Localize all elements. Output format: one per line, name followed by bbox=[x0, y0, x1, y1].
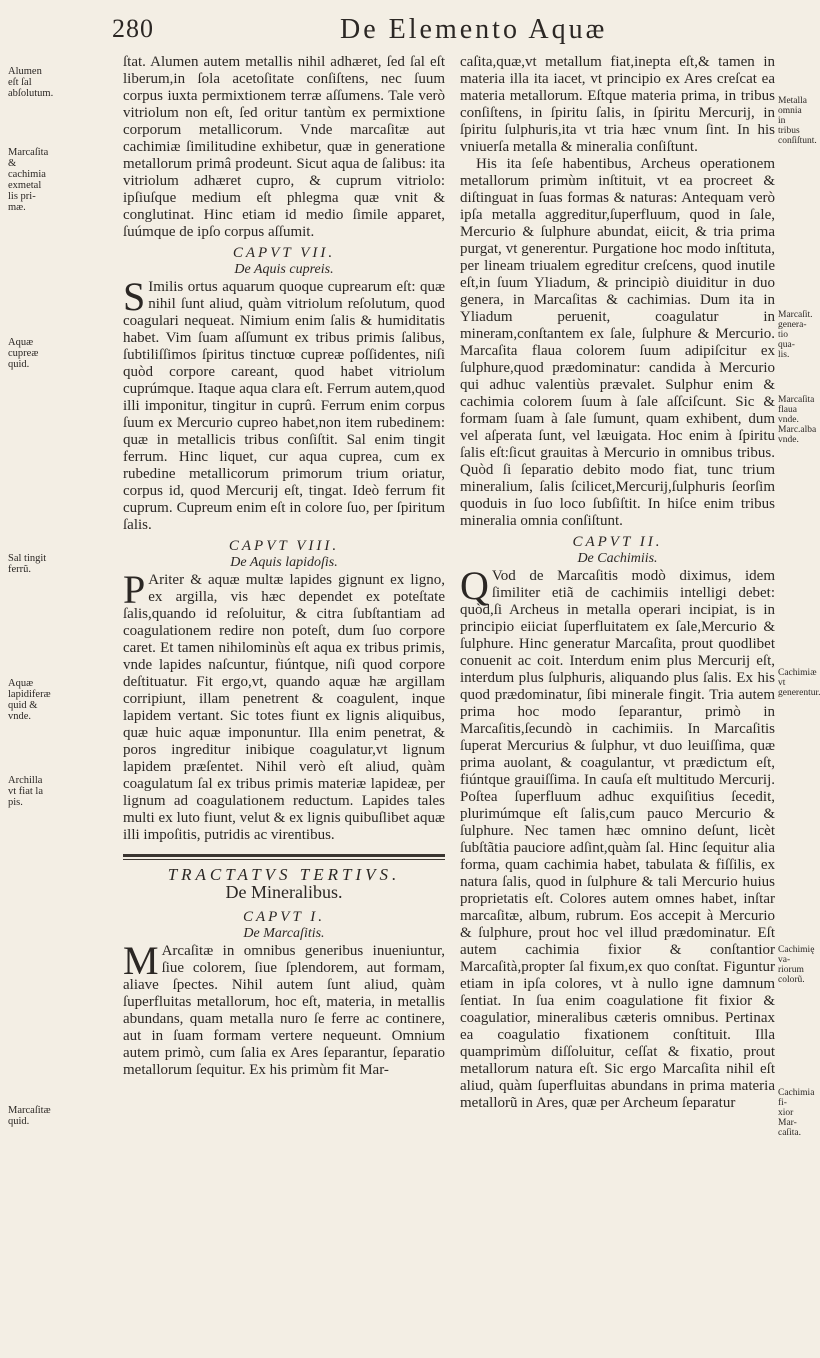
chapter-viii-body: Ariter & aquæ multæ lapides gignunt ex ligno, ex argilla, vis hæc dependet ex poteſtate ſalis,quando id reſoluitur, & citra ſubſtantiam ad coagulationem redire non poteſt, dum ſuo corpore caret. Et tamen nihilominùs eſt aqua ex tribus primis, vnde lapides naſcuntur, fiúntque, niſi quod corpore deſtituatur. Fit ergo,vt, quando aquæ hæ argillam corripiunt, illam penetrent & coagulent, inque lapidem vertant. Sic totes fiunt ex lignis aliquibus, quæ huic aquæ imponuntur. Illa enim penetrat, & poros ingreditur inibique coagulatur,vt lignum lapidem præſentet. Nihil verò eſt aliud, quàm coagulatum ſal ex tribus primis materiæ lapideæ, per lignum ad coagulationem reductum. Lapides tales multi ex luto fiunt, velut & ex lignis quibuſlibet aquæ illi impoſitis, putridis ac virentibus. bbox=[123, 572, 445, 843]
margin-note-cachimia-fixior: Cachimia fi-xior Mar-caſita. bbox=[778, 1088, 815, 1138]
drop-cap-s: S bbox=[123, 274, 146, 319]
page-header bbox=[0, 6, 800, 52]
page-number: 280 bbox=[112, 14, 154, 43]
chapter-ii-body: Vod de Marcaſitis modò diximus, idem ſimiliter etiã de cachimiis intelligi debet: quòd,ſi Archeus in metalla operari incipiat, is in principio eiiciat ſuperfluitatem ex ſale,Mercurio & ſulphure. Hinc generatur Marcaſita, prout quodlibet conuenit ac coit. Interdum enim plus Mercurij eſt, interdum plus ſulphuris, aliquando plus ſalis. Ex his quod prædominatur, ſibi minerale fingit. Tria autem prima hoc modo ſeparantur, primò in Marcaſitis,ſecundò in cachimiis. In Marcaſitis ſuperat Mercurius & ſulphur, vt duo leuiſſima, quæ prima auolant, & coagulantur, vt prædictum eſt, fiúntque grauiſſima. In cauſa eſt multitudo Mercurij. Poſtea ſuperfluum adhuc exquiſitius ſecedit, plurimúmque eſt ſalis,cum pauco Mercurio & ſulphure. Nec tamen hæc omnino deſunt, licèt ſubſtãtia pauciore adſint,quàm ſal. Hinc ſequitur alia forma, quam cachimia habet, tabulata & fiſſilis, ex natura ſalis, quod in ſulphure & tali Mercurio huius proprietatis eſt. Colores autem omnes habet, inſtar marcaſitæ, album, rubrum. Eos accepit à Mercurio & ſulphure, prout hoc vel illud prædominatur. Eſt autem cachimia fixior & conſtantior Marcaſità,propter ſal fixum,ex quo conſtat. Figuntur etiam in ipſa colores, vt à nullo igne damnum ſentiat. In ſua enim coagulatione fit fixior & coagulatior, mineralibus cæteris omnibus. Pertinax ea coagulatio fixationem conſtituit. Illa quamprimùm diſſoluitur, ceſſat & fixatio, prout metallorum natura eſt. Sic ergo Marcaſita nihil eſt aliud, quàm ſuperfluitas abundans in prima materia metallorũ in Ares, quæ per Archeum ſeparatur bbox=[460, 568, 775, 1111]
margin-note-alumen: Alumen eſt ſal abſolutum. bbox=[8, 66, 54, 99]
chapter-viii-text bbox=[123, 567, 445, 844]
chapter-title-aquis-cupreis: De Aquis cupreis. bbox=[234, 262, 334, 277]
drop-cap-m: M bbox=[123, 938, 159, 983]
chapter-heading-viii: CAPVT VIII. bbox=[228, 538, 340, 554]
chapter-ii-text bbox=[460, 563, 775, 1112]
right-paragraph-archeus: His ita ſeſe habentibus, Archeus operationem metallorum primùm inſtituit, vt ea procreet & diſtinguat in ſuas formas & naturas: Antequam verò ipſa metalla aggreditur,ſuperfluum, quod in ſale, Mercurio & ſulphure abundat, eiicit, & tria prima purgat, vt generentur. Purgatione hoc modo inſtituta, per lineam triualem egreditur creſcens, quod inutile eſt,in ſuum Yliadum, & principiò diuiditur in duo genera, in Marcaſitas & cachimias. Dum ita in Yliadum peruenit, coagulatur in mineram,conſtantem ex ſale, ſulphure & Mercurio. Marcaſita flaua colorem ſuum adipiſcitur ex ſulphure,quod prædominatur: candida à Mercurio qui adhuc valentiùs prævalet. Sulphur enim & cachimia colorem ſuum à ſale aſſciſcunt. Sic & formam ſuam à ſale ſumunt, quam exhibent, dum vel aſperata ſunt, vel læuigata. Hoc enim à ſpiritu ſalis eſt:ſicut grauitas à Mercurio in omnibus tribus. Quòd ſi ſeparatio debito modo fiat, tunc trium mineralium, ſalis ſcilicet,Mercurij,ſulphuris ſeorſim quoduis in ſuo loco ſubſiſtit. In hiſce enim tribus mineralia omnia conſiſtunt. bbox=[460, 156, 775, 529]
running-title: De Elemento Aquæ bbox=[340, 14, 608, 45]
left-paragraph-alumen: ſtat. Alumen autem metallis nihil adhæret, ſed ſal eſt liberum,in ſola acetoſitate conſiſtens, nec ſuum corpus iuxta permixtionem terræ aſſumens. Tale verò vitriolum non eſt, ſed oritur tantùm ex permixtione corporum metallicorum. Vnde marcaſitæ aut cachimiæ ſimilitudine exhibetur, quæ in generatione metallorum primâ prodeunt. Sicut aqua de ſalibus: ita vitriolum adhæret cupro, & cuprum vitriolo: ipſiuſque medium eſt phlegma quæ vnit & conglutinat. Hinc etiam id medio ſimile apparet, ſuúmque de ipſo corpus aſſumit. bbox=[123, 54, 445, 240]
right-column bbox=[460, 54, 775, 1112]
chapter-i-body: Arcaſitæ in omnibus generibus inueniuntur, ſiue colorem, ſiue ſplendorem, aut formam, aliave ſpectes. Nihil autem ſunt aliud, quàm ſuperfluitas metallorum, hoc eſt, materia, in metallis abundans, quam metalla nuro ſe ferre ac continere, aut in ſuam formam vertere nequeunt. Omnium autem primò, cum ſalia ex Ares ſeparantur, ſeparatio metallorum ſequitur. Ex his primùm fit Mar- bbox=[123, 943, 445, 1078]
thick-rule bbox=[123, 854, 445, 857]
margin-note-marcasit-generatio: Marcaſit. genera-tio qua-lis. bbox=[778, 310, 813, 360]
margin-note-sal-tingit: Sal tingit ferrũ. bbox=[8, 553, 47, 575]
chapter-vii-body: Imilis ortus aquarum quoque cuprearum eſt: quæ nihil ſunt aliud, quàm vitriolum reſolutum, quod coagulari nequeat. Nimium enim ſalis & humiditatis habet. Vim ſuam aſſumunt ex tribus primis ſalibus, ſubtiliſſimos ſpiritus tinctuœ cupreæ poſſidentes, niſi quòd corpore careant, quod habet vitriolum cuprúmque. Itaque aqua clara eſt. Ferrum autem,quod illi imponitur, tingitur in cuprû. Ferrum enim corpus ſuum ex Mercurio cupreo habet,non item rubedinem: quæ in metallicis tribus conſiſtit. Sal enim tingit ferrum. Hinc liquet, cur aqua cuprea, cum ex rubedine metallicorum primorum trium oriatur, corpus id, quod Mercurij eſt, tingat. Ideò ferrum fit cuprum. Cupreum enim eſt in colore ſuo, per ſpiritum ſalis. bbox=[123, 279, 445, 533]
left-column bbox=[123, 54, 445, 1079]
drop-cap-p: P bbox=[123, 567, 146, 612]
margin-note-aquae-cupreae: Aquæ cupreæ quid. bbox=[8, 337, 39, 370]
thin-rule bbox=[123, 859, 445, 860]
margin-note-metalla-omnia: Metalla omnia in tribus conſiſtunt. bbox=[778, 96, 817, 146]
margin-note-marcasita-flaua: Marcaſita flaua vnde. Marc.alba vnde. bbox=[778, 395, 817, 445]
chapter-title-cachimiis: De Cachimiis. bbox=[577, 551, 658, 566]
section-divider bbox=[123, 854, 445, 860]
margin-note-cachimiae-colorum: Cachimię va-riorum colorũ. bbox=[778, 945, 815, 985]
margin-note-archilla: Archilla vt fiat la pis. bbox=[8, 775, 43, 808]
chapter-heading-ii: CAPVT II. bbox=[572, 534, 663, 550]
tractatus-heading: TRACTATVS TERTIVS. bbox=[167, 865, 401, 884]
right-paragraph-marcasita: caſita,quæ,vt metallum fiat,inepta eſt,& tamen in materia illa ita iacet, vt principio ex Ares creſcat ea materia metallorum. Eſtque materia prima, in tribus conſiſtens, in ſpiritu ſalis, in ſpiritu Mercurij, in ſpiritu ſulphuris,ita vt tria hæc vnum ſint. In his vniuerſa metalla & mineralia conſiſtunt. bbox=[460, 54, 775, 155]
chapter-title-aquis-lapidosis: De Aquis lapidoſis. bbox=[230, 555, 338, 570]
chapter-heading-i: CAPVT I. bbox=[242, 909, 326, 925]
margin-note-cachimiae-generentur: Cachimiæ vt generentur. bbox=[778, 668, 820, 698]
margin-note-aquae-lapidiferae: Aquæ lapidiferæ quid & vnde. bbox=[8, 678, 51, 722]
margin-note-marcasitae: Marcaſitæ quid. bbox=[8, 1105, 51, 1127]
margin-note-marcasita-cachimia: Marcaſita & cachimia exmetal lis pri-mæ. bbox=[8, 147, 49, 213]
chapter-i-text bbox=[123, 938, 445, 1079]
drop-cap-q: Q bbox=[460, 563, 489, 608]
tractatus-title: De Mineralibus. bbox=[225, 882, 343, 902]
chapter-title-marcasitis: De Marcaſitis. bbox=[243, 926, 325, 941]
chapter-heading-vii: CAPVT VII. bbox=[232, 245, 336, 261]
chapter-vii-text bbox=[123, 274, 445, 534]
